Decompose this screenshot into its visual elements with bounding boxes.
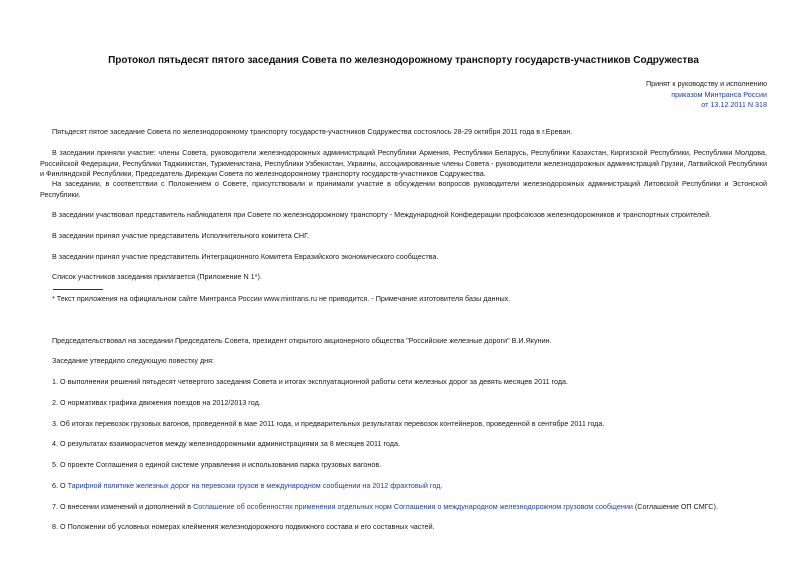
approval-date-link[interactable]: от 13.12.2011 N 318 <box>701 100 767 109</box>
agenda-item-1: 1. О выполнении решений пятьдесят четвертого заседания Совета и итогах эксплуатационной работы сети железных дорог за девять месяцев 2011 года. <box>52 377 569 386</box>
paragraph-cis-committee: В заседании принял участие представитель Исполнительного комитета СНГ. <box>52 231 310 240</box>
agenda-item-3: 3. Об итогах перевозок грузовых вагонов, проведенной в мае 2011 года, и предварительных результатах перевозок контейнеров, проведенной в сентябре 2011 года. <box>52 419 605 428</box>
approval-note <box>646 79 767 111</box>
footnote: * Текст приложения на официальном сайте Минтранса России www.mintrans.ru не приводится. - Примечание изготовителя базы данных. <box>52 294 511 303</box>
paragraph-chairman: Председательствовал на заседании Председатель Совета, президент открытого акционерного общества "Российские железные дороги" В.И.Якунин. <box>52 336 552 345</box>
agenda-item-7 <box>40 502 767 513</box>
footnote-divider <box>53 289 103 290</box>
agenda-item-6-prefix: 6. О <box>52 481 68 490</box>
agenda-item-7-suffix: (Соглашение ОП СМГС). <box>632 502 718 511</box>
agenda-item-5: 5. О проекте Соглашения о единой системе управления и использования парка грузовых вагонов. <box>52 460 382 469</box>
paragraph-attendees: На заседании, в соответствии с Положением о Совете, присутствовали и принимали участие в обсуждении вопросов руководители железнодорожных администраций Литовской Республики и Эстонской Республики. <box>40 179 767 199</box>
agenda-item-7-prefix: 7. О внесении изменений и дополнений в <box>52 502 194 511</box>
paragraph-participants: В заседании приняли участие: члены Совета, руководители железнодорожных администраций Республики Армения, Республики Беларусь, Республики Казахстан, Киргизской Республики, Республики Молдова, Российской Федерации, Республики Таджикистан, Туркменистана, Республики Узбекистан, Украины, ассоциированные члены Совета - руководители железнодорожных администраций Грузии, Латвийской Республики и Финляндской Республики, Председатель Дирекции Совета по железнодорожному транспорту государств-участников Содружества. <box>40 148 767 178</box>
paragraph-observer: В заседании участвовал представитель наблюдателя при Совете по железнодорожному транспорту - Международной Конфедерации профсоюзов железнодорожников и транспортных строителей. <box>52 210 712 219</box>
smgs-agreement-link[interactable]: Соглашение об особенностях применения отдельных норм Соглашения о международном железнодорожном грузовом сообщении <box>193 502 633 511</box>
approval-line-1: Принят к руководству и исполнению <box>646 79 767 88</box>
agenda-item-8: 8. О Положении об условных номерах клеймения железнодорожного подвижного состава и его составных частей. <box>52 522 435 531</box>
paragraph-agenda-intro: Заседание утвердило следующую повестку дня: <box>52 356 215 365</box>
paragraph-session-info: Пятьдесят пятое заседание Совета по железнодорожному транспорту государств-участников Содружества состоялось 28-29 октября 2011 года в г.Ереван. <box>52 127 573 136</box>
agenda-item-4: 4. О результатах взаиморасчетов между железнодорожными администрациями за 8 месяцев 2011 года. <box>52 439 400 448</box>
tariff-policy-link[interactable]: Тарифной политике железных дорог на перевозки грузов в международном сообщении на 2012 фрахтовый год. <box>67 481 443 490</box>
paragraph-participants-list: Список участников заседания прилагается (Приложение N 1*). <box>52 272 262 281</box>
agenda-item-2: 2. О нормативах графика движения поездов на 2012/2013 год. <box>52 398 261 407</box>
paragraph-eurasec: В заседании принял участие представитель Интеграционного Комитета Евразийского экономического сообщества. <box>52 252 439 261</box>
document-title: Протокол пятьдесят пятого заседания Совета по железнодорожному транспорту государств-участников Содружества <box>108 55 699 66</box>
approval-order-link[interactable]: приказом Минтранса России <box>671 89 767 99</box>
agenda-item-6 <box>40 481 767 492</box>
